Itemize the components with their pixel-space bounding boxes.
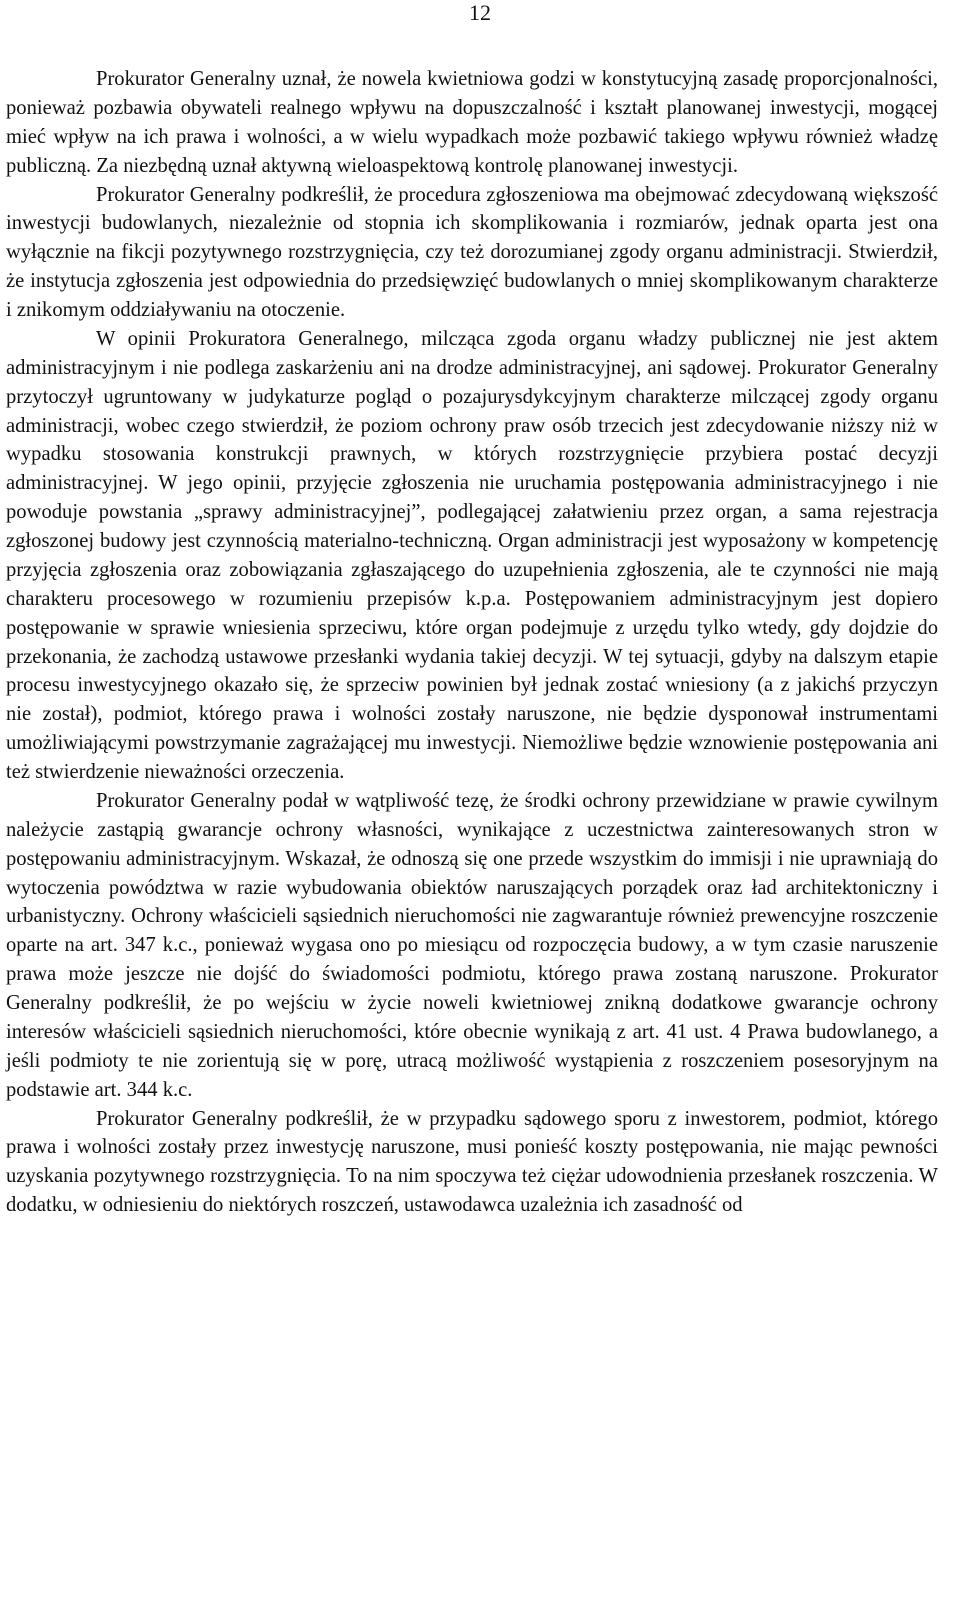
paragraph-1: Prokurator Generalny uznał, że nowela kwietniowa godzi w konstytucyjną zasadę proporcjonalności, ponieważ pozbawia obywateli realnego wpływu na dopuszczalność i kształt planowanej inwestycji, mogącej mieć wpływ na ich prawa i wolności, a w wielu wypadkach może pozbawić takiego wpływu również władzę publiczną. Za niezbędną uznał aktywną wieloaspektową kontrolę planowanej inwestycji. — [6, 68, 938, 177]
paragraph-4: Prokurator Generalny podał w wątpliwość tezę, że środki ochrony przewidziane w prawie cywilnym należycie zastąpią gwarancje ochrony własności, wynikające z uczestnictwa zainteresowanych stron w postępowaniu administracyjnym. Wskazał, że odnoszą się one przede wszystkim do immisji i nie uprawniają do wytoczenia powództwa w razie wybudowania obiektów naruszających porządek oraz ład architektoniczny i urbanistyczny. Ochrony właścicieli sąsiednich nieruchomości nie zagwarantuje również prewencyjne roszczenie oparte na art. 347 k.c., ponieważ wygasa ono po miesiącu od rozpoczęcia budowy, a w tym czasie naruszenie prawa może jeszcze nie dojść do świadomości podmiotu, którego prawa zostaną naruszone. Prokurator Generalny podkreślił, że po wejściu w życie noweli kwietniowej znikną dodatkowe gwarancje ochrony interesów właścicieli sąsiednich nieruchomości, które obecnie wynikają z art. 41 ust. 4 Prawa budowlanego, a jeśli podmioty te nie zorientują się w porę, utracą możliwość wystąpienia z roszczeniem posesoryjnym na podstawie art. 344 k.c. — [6, 789, 938, 1101]
page-number: 12 — [469, 0, 491, 25]
document-body — [6, 65, 938, 1220]
paragraph-2: Prokurator Generalny podkreślił, że procedura zgłoszeniowa ma obejmować zdecydowaną większość inwestycji budowlanych, niezależnie od stopnia ich skomplikowania i rozmiarów, jednak oparta jest ona wyłącznie na fikcji pozytywnego rozstrzygnięcia, czy też dorozumianej zgody organu administracji. Stwierdził, że instytucja zgłoszenia jest odpowiednia do przedsięwzięć budowlanych o mniej skomplikowanym charakterze i znikomym oddziaływaniu na otoczenie. — [6, 183, 938, 321]
paragraph-5: Prokurator Generalny podkreślił, że w przypadku sądowego sporu z inwestorem, podmiot, którego prawa i wolności zostały przez inwestycję naruszone, musi ponieść koszty postępowania, nie mając pewności uzyskania pozytywnego rozstrzygnięcia. To na nim spoczywa też ciężar udowodnienia przesłanek roszczenia. W dodatku, w odniesieniu do niektórych roszczeń, ustawodawca uzależnia ich zasadność od — [6, 1107, 938, 1217]
paragraph-3: W opinii Prokuratora Generalnego, milcząca zgoda organu władzy publicznej nie jest aktem administracyjnym i nie podlega zaskarżeniu ani na drodze administracyjnej, ani sądowej. Prokurator Generalny przytoczył ugruntowany w judykaturze pogląd o pozajurysdykcyjnym charakterze milczącej zgody organu administracji, wobec czego stwierdził, że poziom ochrony praw osób trzecich jest zdecydowanie niższy niż w wypadku stosowania konstrukcji prawnych, w których rozstrzygnięcie przybiera postać decyzji administracyjnej. W jego opinii, przyjęcie zgłoszenia nie uruchamia postępowania administracyjnego i nie powoduje powstania „sprawy administracyjnej”, podlegającej załatwieniu przez organ, a sama rejestracja zgłoszonej budowy jest czynnością materialno-techniczną. Organ administracji jest wyposażony w kompetencję przyjęcia zgłoszenia oraz zobowiązania zgłaszającego do uzupełnienia zgłoszenia, ale te czynności nie mają charakteru procesowego w rozumieniu przepisów k.p.a. Postępowaniem administracyjnym jest dopiero postępowanie w sprawie wniesienia sprzeciwu, które organ podejmuje z urzędu tylko wtedy, gdy dojdzie do przekonania, że zachodzą ustawowe przesłanki wydania takiej decyzji. W tej sytuacji, gdyby na dalszym etapie procesu inwestycyjnego okazało się, że sprzeciw powinien był jednak zostać wniesiony (a z jakichś przyczyn nie został), podmiot, którego prawa i wolności zostały naruszone, nie będzie dysponował instrumentami umożliwiającymi powstrzymanie zagrażającej mu inwestycji. Niemożliwe będzie wznowienie postępowania ani też stwierdzenie nieważności orzeczenia. — [6, 327, 938, 783]
